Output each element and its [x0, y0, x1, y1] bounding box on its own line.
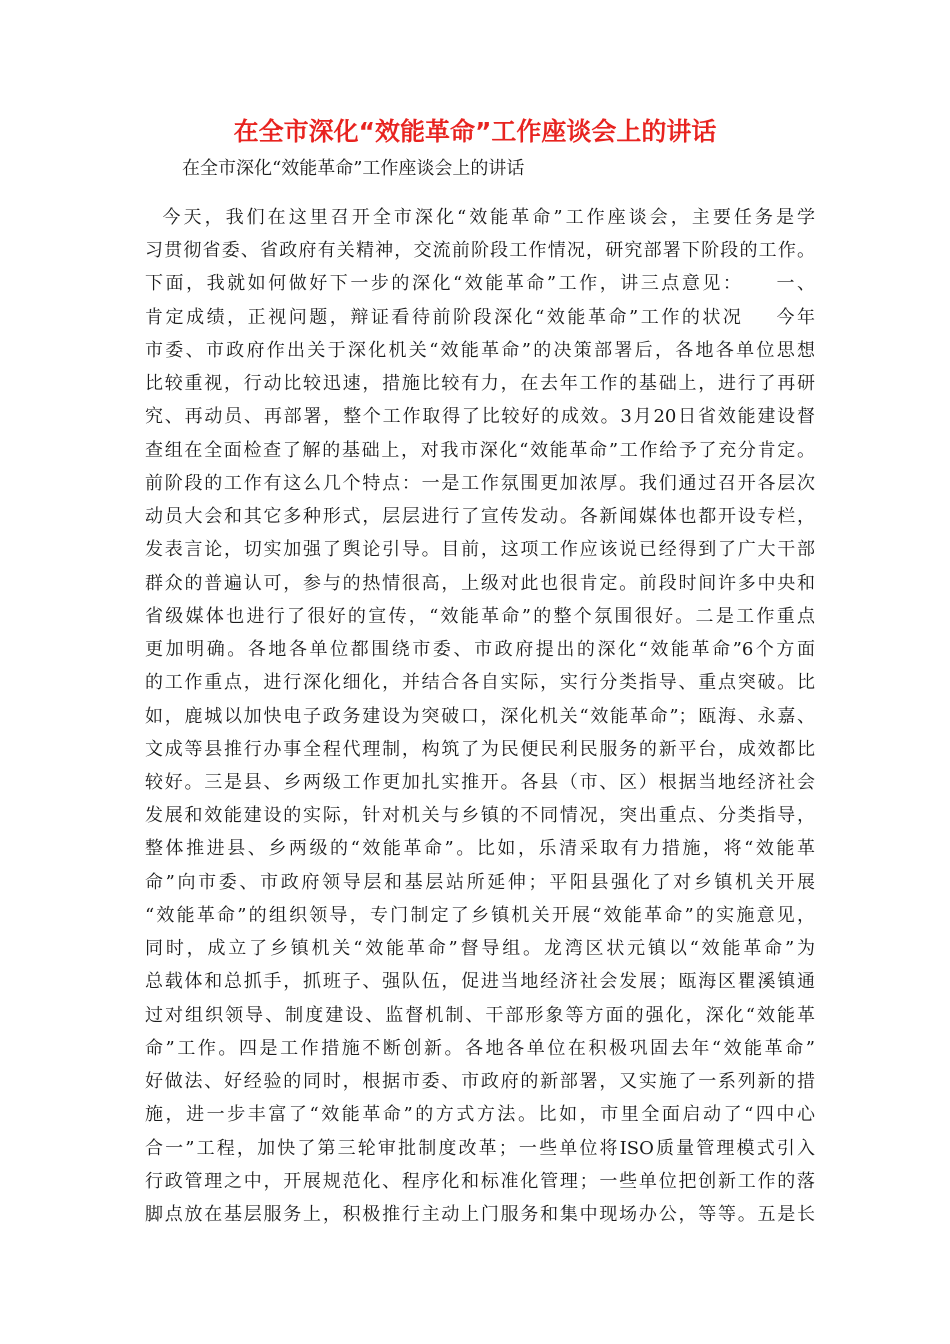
body-line: 命”向市委、市政府领导层和基层站所延伸；平阳县强化了对乡镇机关开展: [145, 871, 815, 893]
body-line: 行政管理之中，开展规范化、程序化和标准化管理；一些单位把创新工作的落: [145, 1170, 815, 1192]
body-line: “效能革命”的组织领导，专门制定了乡镇机关开展“效能革命”的实施意见，: [145, 904, 815, 926]
body-line: 群众的普遍认可，参与的热情很高，上级对此也很肯定。前段时间许多中央和: [145, 572, 815, 594]
body-line: 市委、市政府作出关于深化机关“效能革命”的决策部署后，各地各单位思想: [145, 339, 815, 361]
body-line: 省级媒体也进行了很好的宣传，“效能革命”的整个氛围很好。二是工作重点: [145, 605, 815, 627]
body-line: 如，鹿城以加快电子政务建设为突破口，深化机关“效能革命”；瓯海、永嘉、: [145, 705, 815, 727]
body-line: 前阶段的工作有这么几个特点：一是工作氛围更加浓厚。我们通过召开各层次: [145, 472, 815, 494]
body-line: 同时，成立了乡镇机关“效能革命”督导组。龙湾区状元镇以“效能革命”为: [145, 938, 815, 960]
body-line: 的工作重点，进行深化细化，并结合各自实际，实行分类指导、重点突破。比: [145, 672, 815, 694]
document-body: [145, 201, 815, 1231]
body-line: 查组在全面检查了解的基础上，对我市深化“效能革命”工作给予了充分肯定。: [145, 439, 815, 461]
body-line: 肯定成绩，正视问题，辩证看待前阶段深化“效能革命”工作的状况 今年: [145, 306, 815, 328]
document-subtitle: 在全市深化“效能革命”工作座谈会上的讲话: [182, 158, 525, 179]
body-line: 命”工作。四是工作措施不断创新。各地各单位在积极巩固去年“效能革命”: [145, 1037, 815, 1059]
body-line: 发展和效能建设的实际，针对机关与乡镇的不同情况，突出重点、分类指导，: [145, 805, 815, 827]
body-line: 脚点放在基层服务上，积极推行主动上门服务和集中现场办公，等等。五是长: [145, 1204, 815, 1226]
body-line: 较好。三是县、乡两级工作更加扎实推开。各县（市、区）根据当地经济社会: [145, 771, 815, 793]
body-line: 究、再动员、再部署，整个工作取得了比较好的成效。3月20日省效能建设督: [145, 406, 815, 428]
body-line: 动员大会和其它多种形式，层层进行了宣传发动。各新闻媒体也都开设专栏，: [145, 506, 815, 528]
body-line: 发表言论，切实加强了舆论引导。目前，这项工作应该说已经得到了广大干部: [145, 539, 815, 561]
body-line: 过对组织领导、制度建设、监督机制、干部形象等方面的强化，深化“效能革: [145, 1004, 815, 1026]
body-line: 总载体和总抓手，抓班子、强队伍，促进当地经济社会发展；瓯海区瞿溪镇通: [145, 971, 815, 993]
document-title: 在全市深化“效能革命”工作座谈会上的讲话: [233, 117, 717, 146]
body-line: 下面，我就如何做好下一步的深化“效能革命”工作，讲三点意见： 一、: [145, 273, 815, 295]
body-line: 合一”工程，加快了第三轮审批制度改革；一些单位将ISO质量管理模式引入: [145, 1137, 815, 1159]
body-line: 今天，我们在这里召开全市深化“效能革命”工作座谈会，主要任务是学: [145, 207, 815, 228]
body-line: 习贯彻省委、省政府有关精神，交流前阶段工作情况，研究部署下阶段的工作。: [145, 240, 815, 262]
body-line: 文成等县推行办事全程代理制，构筑了为民便民利民服务的新平台，成效都比: [145, 738, 815, 760]
body-line: 好做法、好经验的同时，根据市委、市政府的新部署，又实施了一系列新的措: [145, 1071, 815, 1093]
body-line: 整体推进县、乡两级的“效能革命”。比如，乐清采取有力措施，将“效能革: [145, 838, 815, 860]
body-line: 施，进一步丰富了“效能革命”的方式方法。比如，市里全面启动了“四中心: [145, 1104, 815, 1126]
body-line: 比较重视，行动比较迅速，措施比较有力，在去年工作的基础上，进行了再研: [145, 373, 815, 395]
body-line: 更加明确。各地各单位都围绕市委、市政府提出的深化“效能革命”6个方面: [145, 639, 815, 661]
